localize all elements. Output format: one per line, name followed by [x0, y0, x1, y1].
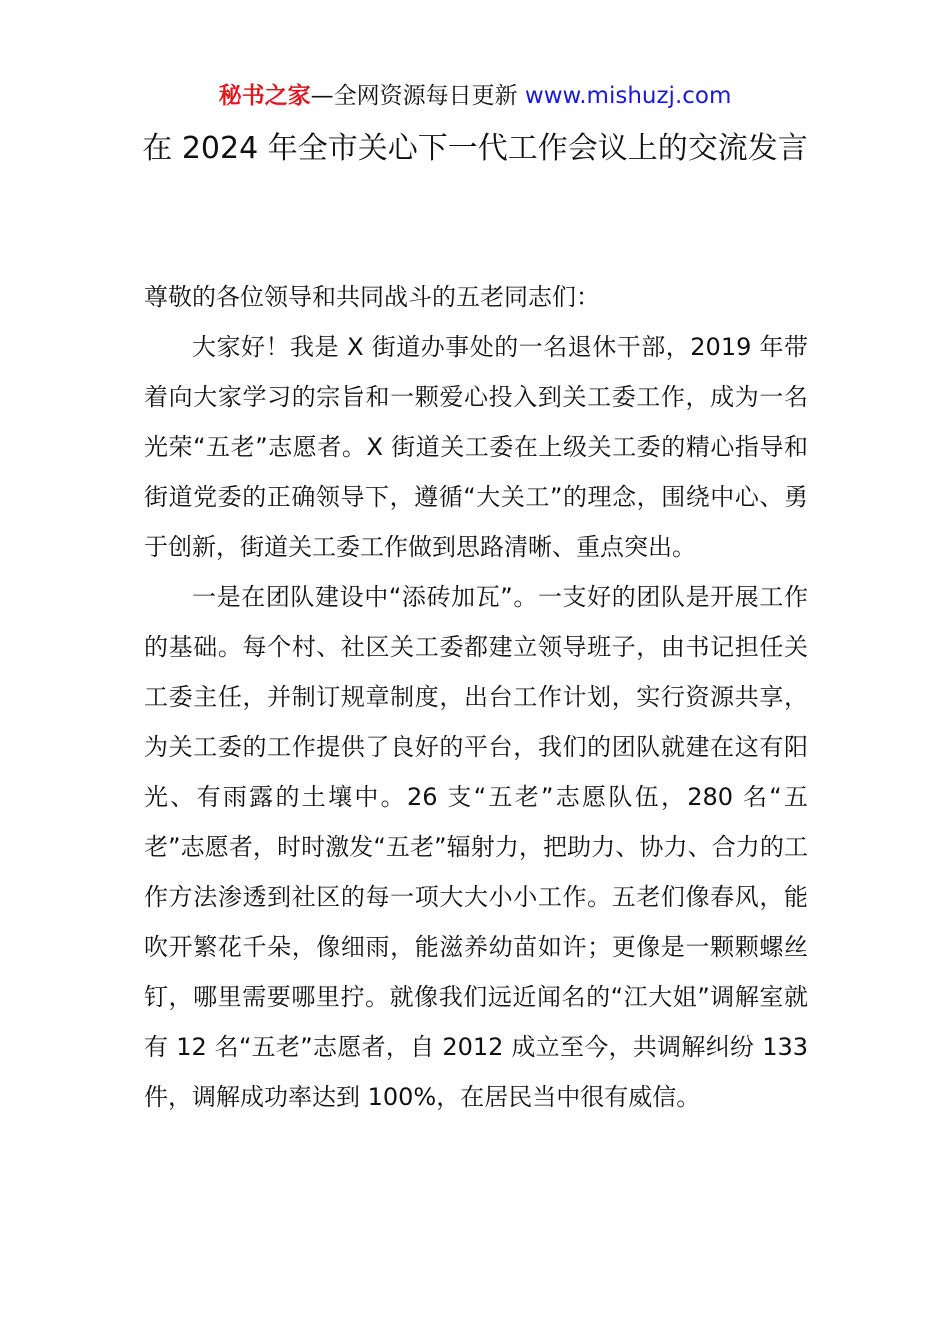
- header-tagline: —全网资源每日更新: [310, 83, 518, 109]
- salutation: 尊敬的各位领导和共同战斗的五老同志们：: [144, 283, 600, 311]
- document-body: [144, 272, 808, 1122]
- brand-name: 秘书之家: [218, 83, 311, 109]
- paragraph-intro: 大家好！我是 X 街道办事处的一名退休干部，2019 年带着向大家学习的宗旨和一颗爱心投入到关工委工作，成为一名光荣“五老”志愿者。X 街道关工委在上级关工委的精心指导和街道党委的正确领导下，遵循“大关工”的理念，围绕中心、勇于创新，街道关工委工作做到思路清晰、重点突出。: [144, 333, 808, 561]
- site-url-link[interactable]: www.mishuzj.com: [524, 83, 732, 109]
- paragraph-team-building: 一是在团队建设中“添砖加瓦”。一支好的团队是开展工作的基础。每个村、社区关工委都建立领导班子，由书记担任关工委主任，并制订规章制度，出台工作计划，实行资源共享，为关工委的工作提供了良好的平台，我们的团队就建在这有阳光、有雨露的土壤中。26 支“五老”志愿队伍，280 名“五老”志愿者，时时激发“五老”辐射力，把助力、协力、合力的工作方法渗透到社区的每一项大大小小工作。五老们像春风，能吹开繁花千朵，像细雨，能滋养幼苗如许；更像是一颗颗螺丝钉，哪里需要哪里拧。就像我们远近闻名的“江大姐”调解室就有 12 名“五老”志愿者，自 2012 成立至今，共调解纠纷 133 件，调解成功率达到 100%，在居民当中很有威信。: [144, 583, 808, 1111]
- site-header: [0, 80, 950, 112]
- document-title: 在 2024 年全市关心下一代工作会议上的交流发言: [142, 131, 808, 166]
